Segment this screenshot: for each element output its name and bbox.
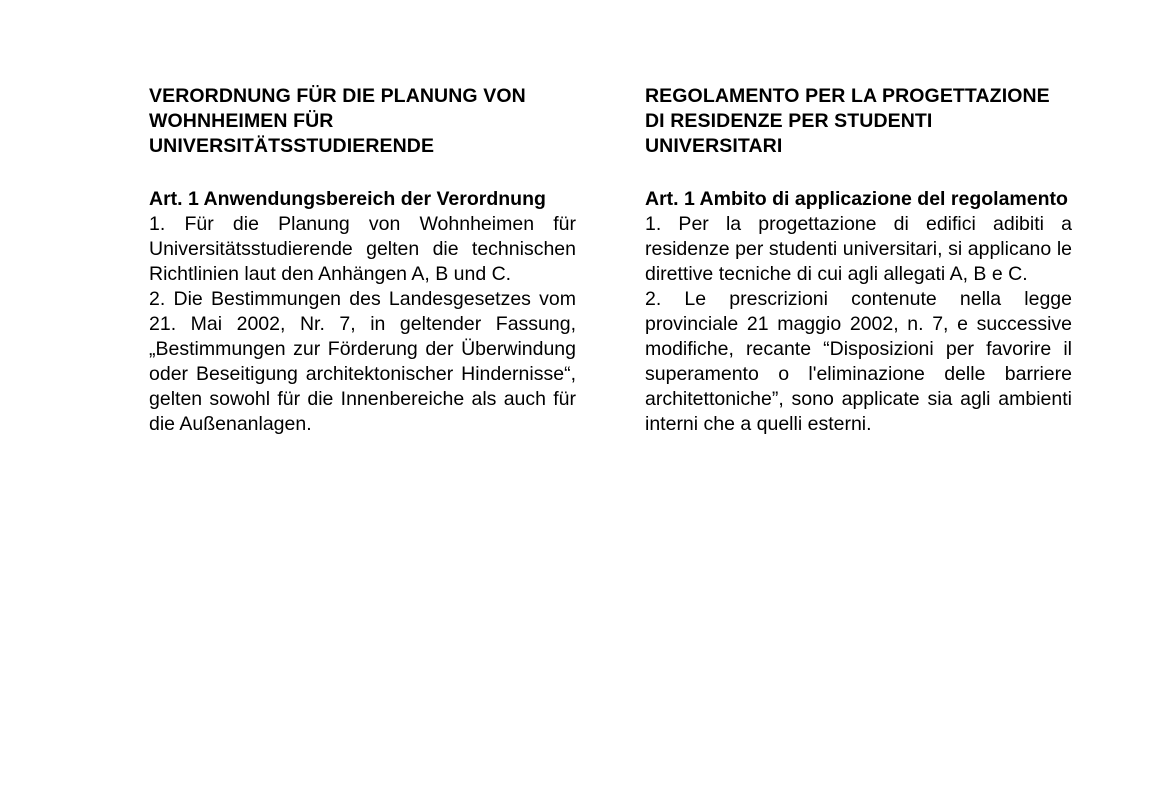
german-paragraph-2: 2. Die Bestimmungen des Landesgesetzes vom 21. Mai 2002, Nr. 7, in geltender Fassung, „Bestimmungen zur Förderung der Überwindung oder Beseitigung architektonischer Hindernisse“, gelten sowohl für die Innenbereiche als auch für die Außenanlagen. — [149, 288, 576, 435]
italian-paragraph-1: 1. Per la progettazione di edifici adibiti a residenze per studenti universitari, si applicano le direttive tecniche di cui agli allegati A, B e C. — [645, 213, 1072, 285]
german-paragraph-1: 1. Für die Planung von Wohnheimen für Universitätsstudierende gelten die technischen Richtlinien laut den Anhängen A, B und C. — [149, 213, 576, 285]
german-column — [149, 84, 576, 437]
italian-column — [645, 84, 1072, 437]
bilingual-columns — [149, 84, 1072, 437]
italian-document-title: REGOLAMENTO PER LA PROGETTAZIONE DI RESIDENZE PER STUDENTI UNIVERSITARI — [645, 85, 1050, 157]
italian-article-heading: Art. 1 Ambito di applicazione del regolamento — [645, 188, 1068, 210]
german-document-title: VERORDNUNG FÜR DIE PLANUNG VON WOHNHEIMEN FÜR UNIVERSITÄTSSTUDIERENDE — [149, 85, 526, 157]
italian-paragraph-2: 2. Le prescrizioni contenute nella legge provinciale 21 maggio 2002, n. 7, e successive modifiche, recante “Disposizioni per favorire il superamento o l'eliminazione delle barriere architettoniche”, sono applicate sia agli ambienti interni che a quelli esterni. — [645, 288, 1072, 435]
german-article-heading: Art. 1 Anwendungsbereich der Verordnung — [149, 188, 546, 210]
